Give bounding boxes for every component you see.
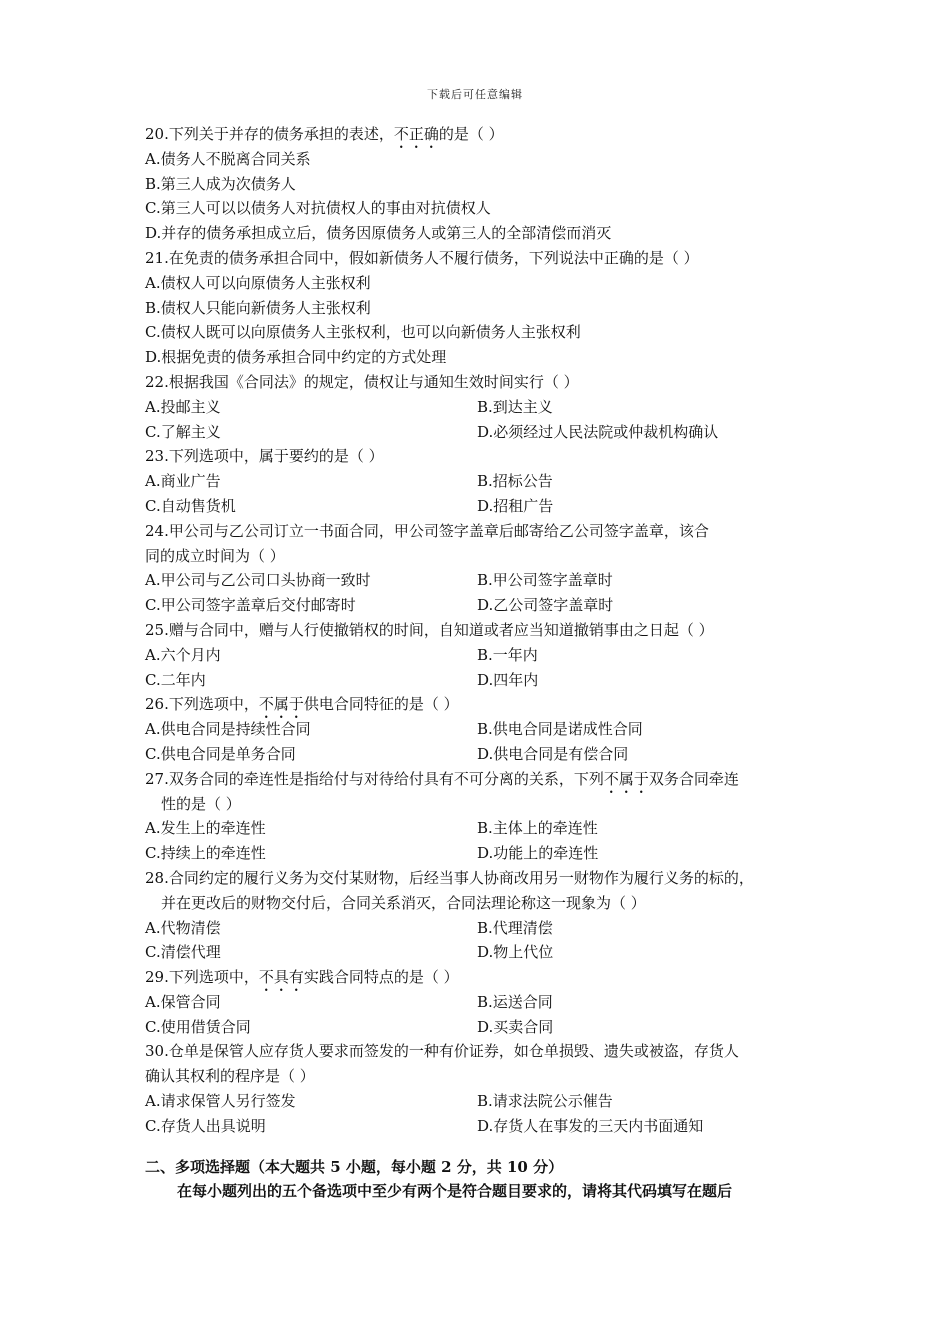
question-stem-text: 双务合同牵连 [648, 769, 739, 788]
question-stem-text: 实践合同特点的是（ ） [303, 968, 459, 987]
options-row [145, 1114, 825, 1139]
option-a: A.债务人不脱离合同关系 [145, 149, 311, 168]
emphasis-text: 不属于 [603, 769, 649, 788]
section-2-instruction: 在每小题列出的五个备选项中至少有两个是符合题目要求的，请将其代码填写在题后 [177, 1182, 733, 1201]
question-27-stem [145, 767, 825, 792]
question-stem-text: 的是（ ） [438, 125, 504, 143]
question-24-stem-continued: 同的成立时间为（ ） [145, 546, 285, 565]
options-row [145, 469, 825, 494]
option-a: A.发生上的牵连性 [145, 819, 266, 838]
option-a: A.甲公司与乙公司口头协商一致时 [145, 571, 371, 590]
option-b: B.到达主义 [477, 397, 553, 416]
options-row [145, 916, 825, 941]
option-c: C.自动售货机 [145, 496, 236, 515]
question-22-stem: 22.根据我国《合同法》的规定，债权让与通知生效时间实行（ ） [145, 372, 579, 391]
option-c: C.债权人既可以向原债务人主张权利，也可以向新债务人主张权利 [145, 323, 581, 342]
option-c: C.了解主义 [145, 422, 221, 441]
emphasis-text: 不具有 [258, 968, 304, 987]
option-c: C.甲公司签字盖章后交付邮寄时 [145, 596, 356, 615]
option-b: B.债权人只能向新债务人主张权利 [145, 298, 371, 317]
option-a: A.商业广告 [145, 472, 221, 491]
option-b: B.代理清偿 [477, 918, 553, 937]
option-d: D.招租广告 [477, 496, 554, 515]
section-2-title: 二、多项选择题（本大题共 5 小题，每小题 2 分，共 10 分） [145, 1157, 564, 1176]
option-a: A.供电合同是持续性合同 [145, 720, 311, 739]
question-28-stem: 28.合同约定的履行义务为交付某财物，后经当事人协商改用另一财物作为履行义务的标的， [145, 868, 754, 887]
question-stem-text: 20.下列关于并存的债务承担的表述， [145, 125, 394, 143]
option-d: D.买卖合同 [477, 1017, 554, 1036]
option-d: D.存货人在事发的三天内书面通知 [477, 1116, 704, 1135]
question-stem-text: 供电合同特征的是（ ） [303, 695, 459, 714]
page-header: 下载后可任意编辑 [427, 88, 523, 101]
question-24-stem: 24.甲公司与乙公司订立一书面合同，甲公司签字盖章后邮寄给乙公司签字盖章，该合 [145, 521, 709, 540]
option-d: D.供电合同是有偿合同 [477, 744, 629, 763]
options-row [145, 1015, 825, 1040]
option-b: B.请求法院公示催告 [477, 1092, 613, 1111]
option-a: A.保管合同 [145, 992, 221, 1011]
options-row [145, 1089, 825, 1114]
option-b: B.招标公告 [477, 472, 553, 491]
emphasis-text: 不正确 [393, 125, 439, 143]
option-d: D.功能上的牵连性 [477, 844, 599, 863]
option-c: C.供电合同是单务合同 [145, 744, 296, 763]
question-30-stem-continued: 确认其权利的程序是（ ） [145, 1067, 315, 1086]
option-c: C.第三人可以以债务人对抗债权人的事由对抗债权人 [145, 199, 491, 218]
question-26-stem [145, 692, 825, 717]
emphasis-text: 不属于 [258, 695, 304, 714]
option-b: B.一年内 [477, 645, 538, 664]
options-row [145, 990, 825, 1015]
options-row [145, 420, 825, 445]
option-d: D.四年内 [477, 670, 539, 689]
option-d: D.乙公司签字盖章时 [477, 596, 614, 615]
option-a: A.请求保管人另行签发 [145, 1092, 296, 1111]
question-stem-text: 27.双务合同的牵连性是指给付与对待给付具有不可分离的关系，下列 [145, 769, 604, 788]
option-d: D.物上代位 [477, 943, 554, 962]
options-row [145, 841, 825, 866]
question-23-stem: 23.下列选项中，属于要约的是（ ） [145, 447, 384, 466]
option-d: D.根据免责的债务承担合同中约定的方式处理 [145, 348, 447, 367]
question-25-stem: 25.赠与合同中，赠与人行使撤销权的时间，自知道或者应当知道撤销事由之日起（ ） [145, 620, 714, 639]
question-stem-text: 26.下列选项中， [145, 695, 259, 714]
exam-content [145, 122, 825, 1204]
option-c: C.清偿代理 [145, 943, 221, 962]
option-c: C.使用借赁合同 [145, 1017, 251, 1036]
option-c: C.二年内 [145, 670, 206, 689]
options-row [145, 742, 825, 767]
option-d: D.必须经过人民法院或仲裁机构确认 [477, 422, 719, 441]
option-c: C.持续上的牵连性 [145, 844, 266, 863]
option-c: C.存货人出具说明 [145, 1116, 266, 1135]
options-row [145, 593, 825, 618]
option-a: A.代物清偿 [145, 918, 221, 937]
question-stem-text: 29.下列选项中， [145, 968, 259, 987]
option-b: B.运送合同 [477, 992, 553, 1011]
option-b: B.甲公司签字盖章时 [477, 571, 613, 590]
question-28-stem-continued: 并在更改后的财物交付后，合同关系消灭，合同法理论称这一现象为（ ） [161, 893, 646, 912]
options-row [145, 568, 825, 593]
option-d: D.并存的债务承担成立后，债务因原债务人或第三人的全部清偿而消灭 [145, 224, 612, 243]
option-a: A.六个月内 [145, 645, 221, 664]
options-row [145, 643, 825, 668]
options-row [145, 717, 825, 742]
options-row [145, 395, 825, 420]
question-20-stem [145, 122, 825, 147]
option-b: B.主体上的牵连性 [477, 819, 598, 838]
question-21-stem: 21.在免责的债务承担合同中，假如新债务人不履行债务，下列说法中正确的是（ ） [145, 248, 699, 267]
option-a: A.投邮主义 [145, 397, 221, 416]
option-a: A.债权人可以向原债务人主张权利 [145, 273, 371, 292]
question-27-stem-continued: 性的是（ ） [161, 794, 241, 813]
options-row [145, 494, 825, 519]
option-b: B.第三人成为次债务人 [145, 174, 296, 193]
options-row [145, 816, 825, 841]
question-29-stem [145, 965, 825, 990]
question-30-stem: 30.仓单是保管人应存货人要求而签发的一种有价证券，如仓单损毁、遗失或被盗，存货人 [145, 1042, 739, 1061]
options-row [145, 940, 825, 965]
options-row [145, 668, 825, 693]
option-b: B.供电合同是诺成性合同 [477, 720, 643, 739]
section-gap [145, 1139, 825, 1155]
